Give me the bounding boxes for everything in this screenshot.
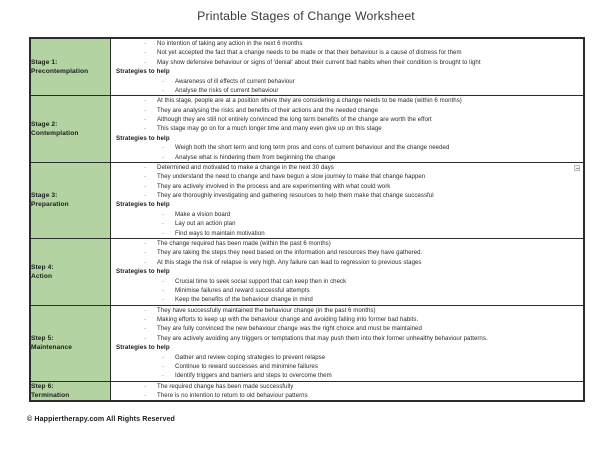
list-item: - Gather and review coping strategies to prevent relapse [111,353,583,362]
list-item: - At this stage the risk of relapse is very high. Any failure can lead to regression to previous stages [111,258,583,267]
stage-label-line-1: Stage 3: [31,192,58,200]
strategies-heading: Strategies to help [116,201,170,209]
list-item: - They understand the need to change and have begun a slow journey to make that change happen [111,172,583,181]
stage-content-cell [111,39,584,96]
stage-label-line-1: Step 6: [31,382,54,390]
list-item: - They are actively avoiding any triggers or temptations that may push them into their former unhealthy behaviour patterns. [111,334,583,343]
list-item: - Crucial time to seek social support that can keep then in check [111,277,583,286]
list-item: - They are fully convinced the new behaviour change was the right choice and must be maintained [111,324,583,333]
strategies-list [111,77,583,96]
stage-label-line-2: Contemplation [31,130,79,138]
list-item: - They are taking the steps they need based on the information and resources they have gathered. [111,248,583,257]
strategies-heading: Strategies to help [116,68,170,76]
table-row [31,96,584,163]
list-item: - Lay out an action plan [111,219,583,228]
list-item: - Not yet accepted the fact that a change needs to be made or that their behaviour is a cause of distress for them [111,48,583,57]
list-item: - There is no intention to return to old behaviour patterns [111,391,583,400]
list-item: - They have successfully maintained the behaviour change (in the past 6 months) [111,306,583,315]
table-row [31,162,584,238]
description-list [111,96,583,133]
list-item: - May show defensive behaviour or signs of 'denial' about their current bad habits when their condition is brought to light [111,58,583,67]
table-body [31,39,584,401]
strategies-heading: Strategies to help [116,134,170,142]
stage-label-line-2: Precontemplation [31,68,89,76]
list-item: - They are analysing the risks and benefits of their actions and the needed change [111,106,583,115]
list-item: - The change required has been made (within the past 6 months) [111,239,583,248]
description-list [111,163,583,200]
stage-label-line-2: Maintenance [31,344,73,352]
list-item: - Find ways to maintain motivation [111,229,583,238]
description-list [111,306,583,343]
strategies-list [111,277,583,305]
stage-content-cell [111,238,584,305]
stage-label-line-2: Preparation [31,201,69,209]
stage-label-line-2: Action [31,272,53,280]
list-item: - Making efforts to keep up with the behaviour change and avoiding falling into former bad habits. [111,315,583,324]
stage-label-cell [31,162,111,238]
list-item: - Weigh both the short term and long term pros and cons of current behaviour and the change needed [111,143,583,152]
stage-label-cell [31,39,111,96]
stages-of-change-table [30,38,584,401]
stage-label-cell [31,238,111,305]
list-item: - The required change has been made successfully [111,382,583,391]
list-item: - Although they are still not entirely convinced the long term benefits of the change are worth the effort [111,115,583,124]
list-item: - Analyse what is hindering them from beginning the change [111,153,583,162]
description-list [111,239,583,267]
list-item: - Continue to reward successes and minimine failures [111,362,583,371]
table-row [31,381,584,401]
list-item: - Identify triggers and barriers and steps to overcome them [111,371,583,380]
stage-content-cell [111,305,584,381]
list-item: - They are actively involved in the process and are experimenting with what could work [111,182,583,191]
list-item: - This stage may go on for a much longer time and many even give up on this stage [111,124,583,133]
list-item: - No intention of taking any action in the next 6 months [111,39,583,48]
strategies-heading: Strategies to help [116,268,170,275]
row-resize-handle-icon[interactable] [574,165,580,171]
strategies-list [111,143,583,162]
stage-content-cell [111,381,584,401]
stage-label-line-1: Step 4: [31,263,54,271]
list-item: - Awareness of ill effects of current behaviour [111,77,583,86]
table-row [31,305,584,381]
list-item: - Make a vision board [111,210,583,219]
stage-label-line-1: Step 5: [31,335,54,343]
list-item: - They are thoroughly investigating and gathering resources to help them make that change successful [111,191,583,200]
copyright-footer: © Happiertherapy.com All Rights Reserved [27,415,175,424]
list-item: - Determined and motivated to make a change in the next 30 days [111,163,583,172]
strategies-list [111,353,583,381]
stage-label-cell [31,305,111,381]
description-list [111,382,583,401]
stage-label-line-1: Stage 1: [31,59,58,67]
list-item: - Analyse the risks of current behaviour [111,86,583,95]
strategies-list [111,210,583,238]
description-list [111,39,583,67]
stage-label-cell [31,96,111,163]
stage-content-cell [111,162,584,238]
page-title: Printable Stages of Change Worksheet [197,9,415,23]
stage-content-cell [111,96,584,163]
stages-table-container [29,37,585,402]
list-item: - Keep the benefits of the behaviour change in mind [111,295,583,304]
list-item: - At this stage, people are at a position where they are considering a change needs to be made (within 6 months) [111,96,583,105]
strategies-heading: Strategies to help [116,344,170,351]
stage-label-cell [31,381,111,401]
table-row [31,39,584,96]
stage-label-line-1: Stage 2: [31,121,58,129]
table-row [31,238,584,305]
stage-label-line-2: Termination [31,391,70,399]
list-item: - Minimise failures and reward successful attempts [111,286,583,295]
